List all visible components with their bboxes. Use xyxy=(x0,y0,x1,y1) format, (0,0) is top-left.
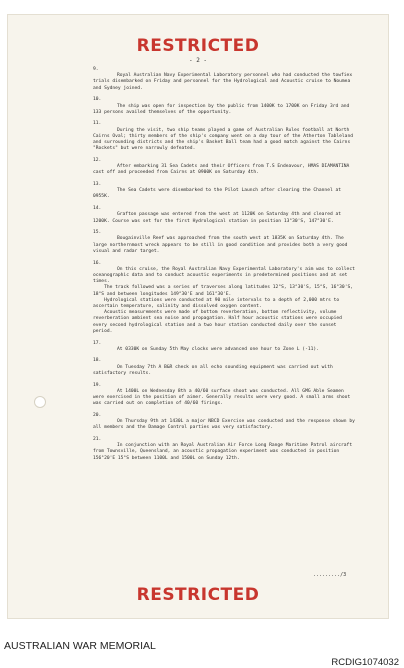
paragraph-text: During the visit, two ship teams played a game of Australian Rules football at North Cairns Oval; thirty members of the ship's company went on a day tour of the Atherton Tableland and surrounding districts and the ship's Basket Ball team had a good match against the Cairns "Rockets" but were narrowly defeated. xyxy=(93,127,356,152)
page-number: - 2 - xyxy=(188,57,208,64)
paragraph-number: 14. xyxy=(93,206,102,212)
paragraph-number: 15. xyxy=(93,230,102,236)
document-page xyxy=(7,14,389,619)
paragraph-text: At 1400L on Wednesday 8th a 40/60 surface shoot was conducted. All GMG Able Seamen were exercised in the position of aimer. Generally results were very good. A small arms shoot was carried out on completion of 40/60 firings. xyxy=(93,388,353,407)
paragraph-number: 13. xyxy=(93,182,102,188)
paragraph-12 xyxy=(93,158,355,177)
paragraph-number: 12. xyxy=(93,157,102,163)
paragraph-number: 10. xyxy=(93,97,102,103)
paragraph-15 xyxy=(93,230,355,255)
paragraph-17 xyxy=(93,341,355,353)
paragraph-number: 18. xyxy=(93,358,102,364)
paragraph-20 xyxy=(93,412,358,432)
paragraph-number: 9. xyxy=(93,67,99,72)
paragraph-text: The Sea Cadets were disembarked to the Pilot Launch after clearing the Channel at 0955K. xyxy=(93,188,344,200)
continuation-marker: ........./3 xyxy=(313,572,347,578)
paragraph-number: 16. xyxy=(93,260,102,266)
document-body xyxy=(93,67,358,467)
paragraph-number: 17. xyxy=(93,340,102,346)
paragraph-19 xyxy=(93,383,355,408)
paragraph-text: At 0330K on Sunday 5th May clocks were advanced one hour to Zone L (-11). xyxy=(117,346,319,352)
record-reference: RCDIG1074032 xyxy=(331,657,399,668)
paragraph-number: 20. xyxy=(93,412,102,418)
paragraph-10 xyxy=(93,97,355,116)
punch-hole xyxy=(34,396,46,408)
paragraph-16 xyxy=(93,261,355,335)
paragraph-text: On this cruise, the Royal Australian Navy Experimental Laboratory's aim was to collect oceanographic data and to conduct acoustic experiments in predetermined positions and at set times. The track followed was a series of traverses along latitudes 12°S, 13°30'S, 15°S, 16°30'S, 18°S and between longitudes 149°30'E and 161°30'E. Hydrological stations were conducted at 90 mile intervals to a depth of 2,000 mtrs to ascertain temperature, salinity and dissolved oxygen content. Acoustic measurements were made of bottom reverberation, bottom reflectivity, volume reverberation ambient sea noise and propagation. Half hour acoustic stations were occupied every second hydrological station and a two hour station conducted daily over the sunset period. xyxy=(93,266,355,334)
paragraph-9 xyxy=(93,67,355,92)
paragraph-number: 19. xyxy=(93,382,102,388)
restricted-stamp-top: RESTRICTED xyxy=(136,36,260,56)
paragraph-text: Grafton passage was entered from the west at 1120K on Saturday 4th and cleared at 1200K. Course was set for the first Hydrological station in position 13°30'S, 147°30'E. xyxy=(93,212,344,224)
paragraph-text: On Tuesday 7th A B&R check on all echo sounding equipment was carried out with satisfactory results. xyxy=(93,364,336,376)
restricted-stamp-bottom: RESTRICTED xyxy=(136,585,260,605)
paragraph-14 xyxy=(93,206,355,225)
paragraph-18 xyxy=(93,358,355,377)
paragraph-13 xyxy=(93,182,355,201)
organisation-name: AUSTRALIAN WAR MEMORIAL xyxy=(4,640,156,652)
archive-footer xyxy=(0,624,404,666)
paragraph-text: Bougainville Reef was approached from the south west at 1835K on Saturday 4th. The large northernmost wreck appears to be still in good condition and provides both a very good visual and radar target. xyxy=(93,236,351,254)
paragraph-text: The ship was open for inspection by the public from 1400K to 1700K on Friday 3rd and 133 persons availed themselves of the opportunity. xyxy=(93,103,353,115)
paragraph-text: Royal Australian Navy Experimental Laboratory personnel who had conducted the towfiex trials disembarked on Friday and personnel for the Hydrological and Acoustic cruise to Noumea and Sydney joined. xyxy=(93,73,355,91)
paragraph-number: 21. xyxy=(93,436,102,442)
paragraph-text: After embarking 31 Sea Cadets and their Officers from T.S Endeavour, HMAS DIAMANTINA cast off and proceeded from Cairns at 0900K on Saturday 4th. xyxy=(93,164,353,176)
paragraph-11 xyxy=(93,121,355,152)
paragraph-text: In conjunction with an Royal Australian Air Force Long Range Maritime Patrol aircraft from Townsville, Queensland, an acoustic propagation experiment was conducted in position 156°20'E 15°S between 1100L and 1500L on Sunday 12th. xyxy=(93,443,355,461)
paragraph-text: On Thursday 9th at 1430L a major NBCD Exercise was conducted and the response shown by all members and the Damage Control parties was very satisfactory. xyxy=(93,419,358,431)
paragraph-number: 11. xyxy=(93,121,102,127)
paragraph-21 xyxy=(93,437,355,462)
